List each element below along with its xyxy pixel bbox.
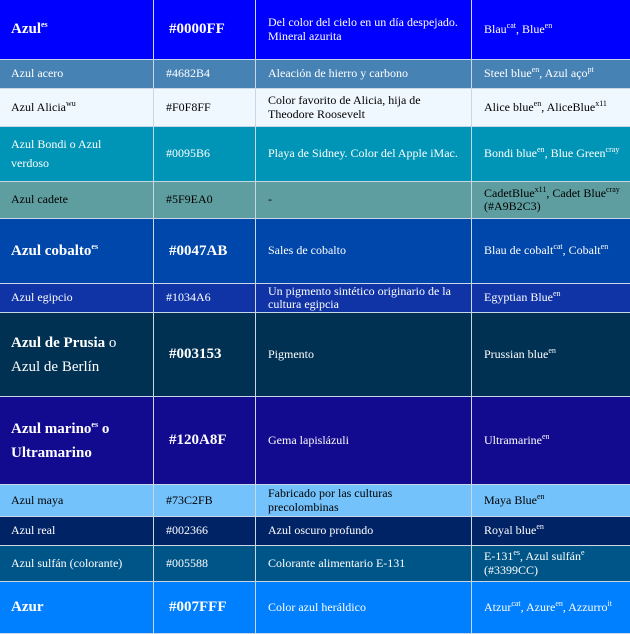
color-name-text: Azul marino bbox=[11, 420, 92, 437]
color-name bbox=[11, 21, 48, 38]
color-name bbox=[11, 135, 141, 173]
hex-code-cell bbox=[154, 546, 256, 582]
language-code: en bbox=[548, 345, 556, 355]
color-name-text: Azul de Prusia bbox=[11, 334, 106, 351]
color-name-text: Azul Bondi o Azul verdoso bbox=[11, 136, 102, 170]
hex-code: #0047AB bbox=[169, 242, 228, 259]
color-equivalents bbox=[484, 98, 607, 114]
description-cell bbox=[256, 517, 472, 546]
equivalent-name: Ultramarine bbox=[484, 432, 542, 447]
equivalent-hex: (#A9B2C3) bbox=[484, 199, 541, 213]
color-description: Playa de Sidney. Color del Apple iMac. bbox=[268, 146, 458, 161]
hex-code: #002366 bbox=[166, 523, 208, 538]
equivalents-cell bbox=[472, 546, 630, 582]
language-code: es bbox=[41, 20, 48, 30]
color-name-text: Azul bbox=[11, 21, 41, 38]
language-code: en bbox=[541, 431, 550, 441]
equivalent-name: AliceBlue bbox=[546, 99, 596, 114]
language-code: en bbox=[533, 98, 542, 108]
hex-code-cell bbox=[154, 182, 256, 219]
hex-code-cell bbox=[154, 582, 256, 634]
color-equivalents bbox=[484, 524, 544, 537]
hex-code: #5F9EA0 bbox=[166, 192, 213, 207]
language-code: wu bbox=[65, 98, 76, 108]
equivalent-hex: (#3399CC) bbox=[484, 562, 538, 577]
separator: , bbox=[544, 146, 551, 161]
hex-code-cell bbox=[154, 485, 256, 517]
color-name-cell bbox=[0, 219, 154, 284]
color-name-cell bbox=[0, 397, 154, 485]
color-description: Un pigmento sintético originario de la cultura egipcia bbox=[268, 284, 451, 311]
language-code: es bbox=[513, 548, 520, 558]
separator: , bbox=[520, 599, 526, 614]
description-cell bbox=[256, 219, 472, 284]
hex-code-cell bbox=[154, 89, 256, 127]
color-name-text: Azul Alicia bbox=[11, 99, 66, 114]
equivalents-cell bbox=[472, 485, 630, 517]
hex-code-cell bbox=[154, 0, 256, 60]
color-equivalents bbox=[484, 20, 553, 36]
language-code: pt bbox=[587, 65, 594, 75]
hex-code-cell bbox=[154, 127, 256, 182]
color-name bbox=[11, 67, 63, 80]
color-name-text: Azul egipcio bbox=[11, 290, 73, 305]
separator: , bbox=[520, 549, 526, 564]
color-description: Azul oscuro profundo bbox=[268, 523, 374, 538]
language-code: en bbox=[553, 289, 561, 299]
hex-code: #0000FF bbox=[169, 21, 225, 38]
description-cell bbox=[256, 485, 472, 517]
language-code: en bbox=[531, 65, 540, 75]
color-description: Color azul heráldico bbox=[268, 599, 366, 614]
equivalents-cell bbox=[472, 219, 630, 284]
color-description: Color favorito de Alicia, hija de Theodore Roosevelt bbox=[268, 93, 421, 121]
equivalent-name: Egyptian Blue bbox=[484, 290, 553, 305]
color-name-cell bbox=[0, 89, 154, 127]
hex-code: #73C2FB bbox=[166, 492, 213, 507]
color-name-text: Azul cobalto bbox=[11, 242, 92, 259]
equivalent-name: Cobalt bbox=[568, 243, 601, 258]
language-code: e bbox=[581, 548, 585, 558]
color-name bbox=[11, 524, 55, 537]
color-name bbox=[11, 331, 141, 379]
color-description: Gema lapislázuli bbox=[268, 432, 349, 447]
color-equivalents bbox=[484, 598, 612, 614]
color-equivalents bbox=[484, 431, 550, 447]
hex-code: #120A8F bbox=[169, 432, 227, 449]
hex-code: #005588 bbox=[166, 555, 208, 570]
color-name-cell bbox=[0, 0, 154, 60]
hex-code-cell bbox=[154, 397, 256, 485]
color-name bbox=[11, 291, 73, 304]
color-description: Fabricado por las culturas precolombinas bbox=[268, 486, 393, 514]
description-cell bbox=[256, 182, 472, 219]
color-equivalents bbox=[484, 67, 594, 80]
equivalent-name: Cadet Blue bbox=[552, 185, 607, 200]
separator: , bbox=[562, 243, 569, 258]
hex-code: #003153 bbox=[169, 346, 222, 363]
equivalents-cell bbox=[472, 284, 630, 313]
equivalents-cell bbox=[472, 127, 630, 182]
color-name-cell bbox=[0, 485, 154, 517]
language-code: en bbox=[537, 145, 545, 155]
equivalent-name: Azure bbox=[526, 599, 556, 614]
equivalent-name: Azul aço bbox=[544, 66, 588, 81]
description-cell bbox=[256, 397, 472, 485]
color-name-cell bbox=[0, 582, 154, 634]
equivalent-name: E-131 bbox=[484, 549, 514, 564]
description-cell bbox=[256, 582, 472, 634]
color-name bbox=[11, 98, 76, 114]
equivalents-cell bbox=[472, 60, 630, 89]
equivalent-name: Bondi blue bbox=[484, 146, 537, 161]
equivalent-name: Blue bbox=[522, 21, 545, 36]
equivalent-name: Azzurro bbox=[568, 599, 608, 614]
color-description: Aleación de hierro y carbono bbox=[268, 66, 408, 81]
color-equivalents bbox=[484, 147, 619, 160]
separator: , bbox=[539, 66, 545, 81]
description-cell bbox=[256, 284, 472, 313]
color-name bbox=[11, 494, 63, 507]
equivalent-name: Blau bbox=[484, 21, 507, 36]
equivalents-cell bbox=[472, 397, 630, 485]
color-name-cell bbox=[0, 127, 154, 182]
equivalent-name: Blue Green bbox=[550, 146, 606, 161]
language-code: x11 bbox=[534, 184, 547, 194]
hex-code: #0095B6 bbox=[166, 146, 211, 161]
color-name-cell bbox=[0, 313, 154, 397]
equivalents-cell bbox=[472, 182, 630, 219]
color-name-text: Azul cadete bbox=[11, 192, 68, 207]
description-cell bbox=[256, 313, 472, 397]
color-equivalents bbox=[484, 491, 545, 507]
color-name-alt: o Ultramarino bbox=[11, 420, 110, 461]
color-name-text: Azul acero bbox=[11, 66, 64, 81]
color-description: Del color del cielo en un día despejado. Mineral azurita bbox=[268, 15, 458, 43]
hex-code-cell bbox=[154, 219, 256, 284]
hex-code-cell bbox=[154, 60, 256, 89]
color-equivalents bbox=[484, 244, 608, 257]
language-code: en bbox=[544, 20, 553, 30]
equivalents-cell bbox=[472, 313, 630, 397]
description-cell bbox=[256, 546, 472, 582]
equivalent-name: Azul sulfán bbox=[525, 549, 581, 564]
equivalents-cell bbox=[472, 0, 630, 60]
language-code: es bbox=[91, 419, 99, 429]
color-description: Sales de cobalto bbox=[268, 243, 346, 258]
language-code: cray bbox=[606, 184, 620, 194]
color-equivalents bbox=[484, 550, 622, 577]
equivalent-name: Alice blue bbox=[484, 99, 534, 114]
language-code: en bbox=[555, 598, 563, 608]
equivalent-name: Maya Blue bbox=[484, 492, 537, 507]
hex-code: #007FFF bbox=[169, 599, 227, 616]
color-description: - bbox=[268, 192, 272, 207]
description-cell bbox=[256, 127, 472, 182]
color-equivalents bbox=[484, 291, 561, 304]
color-name-cell bbox=[0, 546, 154, 582]
color-name bbox=[11, 599, 44, 616]
language-code: it bbox=[607, 598, 612, 608]
color-name bbox=[11, 243, 98, 260]
hex-code-cell bbox=[154, 284, 256, 313]
color-name bbox=[11, 193, 68, 206]
equivalent-name: Atzur bbox=[484, 599, 512, 614]
language-code: en bbox=[537, 491, 545, 501]
hex-code: #1034A6 bbox=[166, 290, 211, 305]
language-code: en bbox=[600, 242, 609, 252]
equivalent-name: CadetBlue bbox=[484, 185, 535, 200]
language-code: cat bbox=[506, 20, 516, 30]
color-name-cell bbox=[0, 60, 154, 89]
description-cell bbox=[256, 89, 472, 127]
hex-code-cell bbox=[154, 517, 256, 546]
hex-code: #F0F8FF bbox=[166, 99, 211, 114]
separator: , bbox=[562, 599, 569, 614]
color-name bbox=[11, 417, 141, 465]
equivalents-cell bbox=[472, 89, 630, 127]
color-equivalents bbox=[484, 345, 556, 361]
color-name-alt: o Azul de Berlín bbox=[11, 334, 117, 375]
description-cell bbox=[256, 60, 472, 89]
equivalent-name: Steel blue bbox=[484, 66, 532, 81]
language-code: cat bbox=[553, 242, 563, 252]
color-name-cell bbox=[0, 284, 154, 313]
color-name-cell bbox=[0, 182, 154, 219]
equivalent-name: Blau de cobalt bbox=[484, 243, 554, 258]
color-name-text: Azul real bbox=[11, 523, 56, 538]
language-code: cray bbox=[605, 145, 620, 155]
equivalents-cell bbox=[472, 582, 630, 634]
color-name bbox=[11, 557, 122, 570]
hex-code-cell bbox=[154, 313, 256, 397]
separator: , bbox=[541, 99, 547, 114]
color-description: Colorante alimentario E-131 bbox=[268, 555, 406, 570]
language-code: cat bbox=[511, 598, 521, 608]
equivalent-name: Prussian blue bbox=[484, 346, 549, 361]
color-description: Pigmento bbox=[268, 346, 315, 361]
language-code: es bbox=[91, 241, 99, 251]
hex-code: #4682B4 bbox=[166, 66, 211, 81]
separator: , bbox=[546, 185, 553, 200]
color-name-text: Azur bbox=[11, 599, 44, 616]
equivalents-cell bbox=[472, 517, 630, 546]
description-cell bbox=[256, 0, 472, 60]
language-code: en bbox=[536, 522, 544, 532]
color-name-cell bbox=[0, 517, 154, 546]
equivalent-name: Royal blue bbox=[484, 523, 537, 538]
color-name-text: Azul sulfán (colorante) bbox=[11, 555, 123, 570]
color-name-text: Azul maya bbox=[11, 492, 64, 507]
separator: , bbox=[516, 21, 522, 36]
color-equivalents bbox=[484, 184, 622, 214]
language-code: x11 bbox=[595, 98, 607, 108]
